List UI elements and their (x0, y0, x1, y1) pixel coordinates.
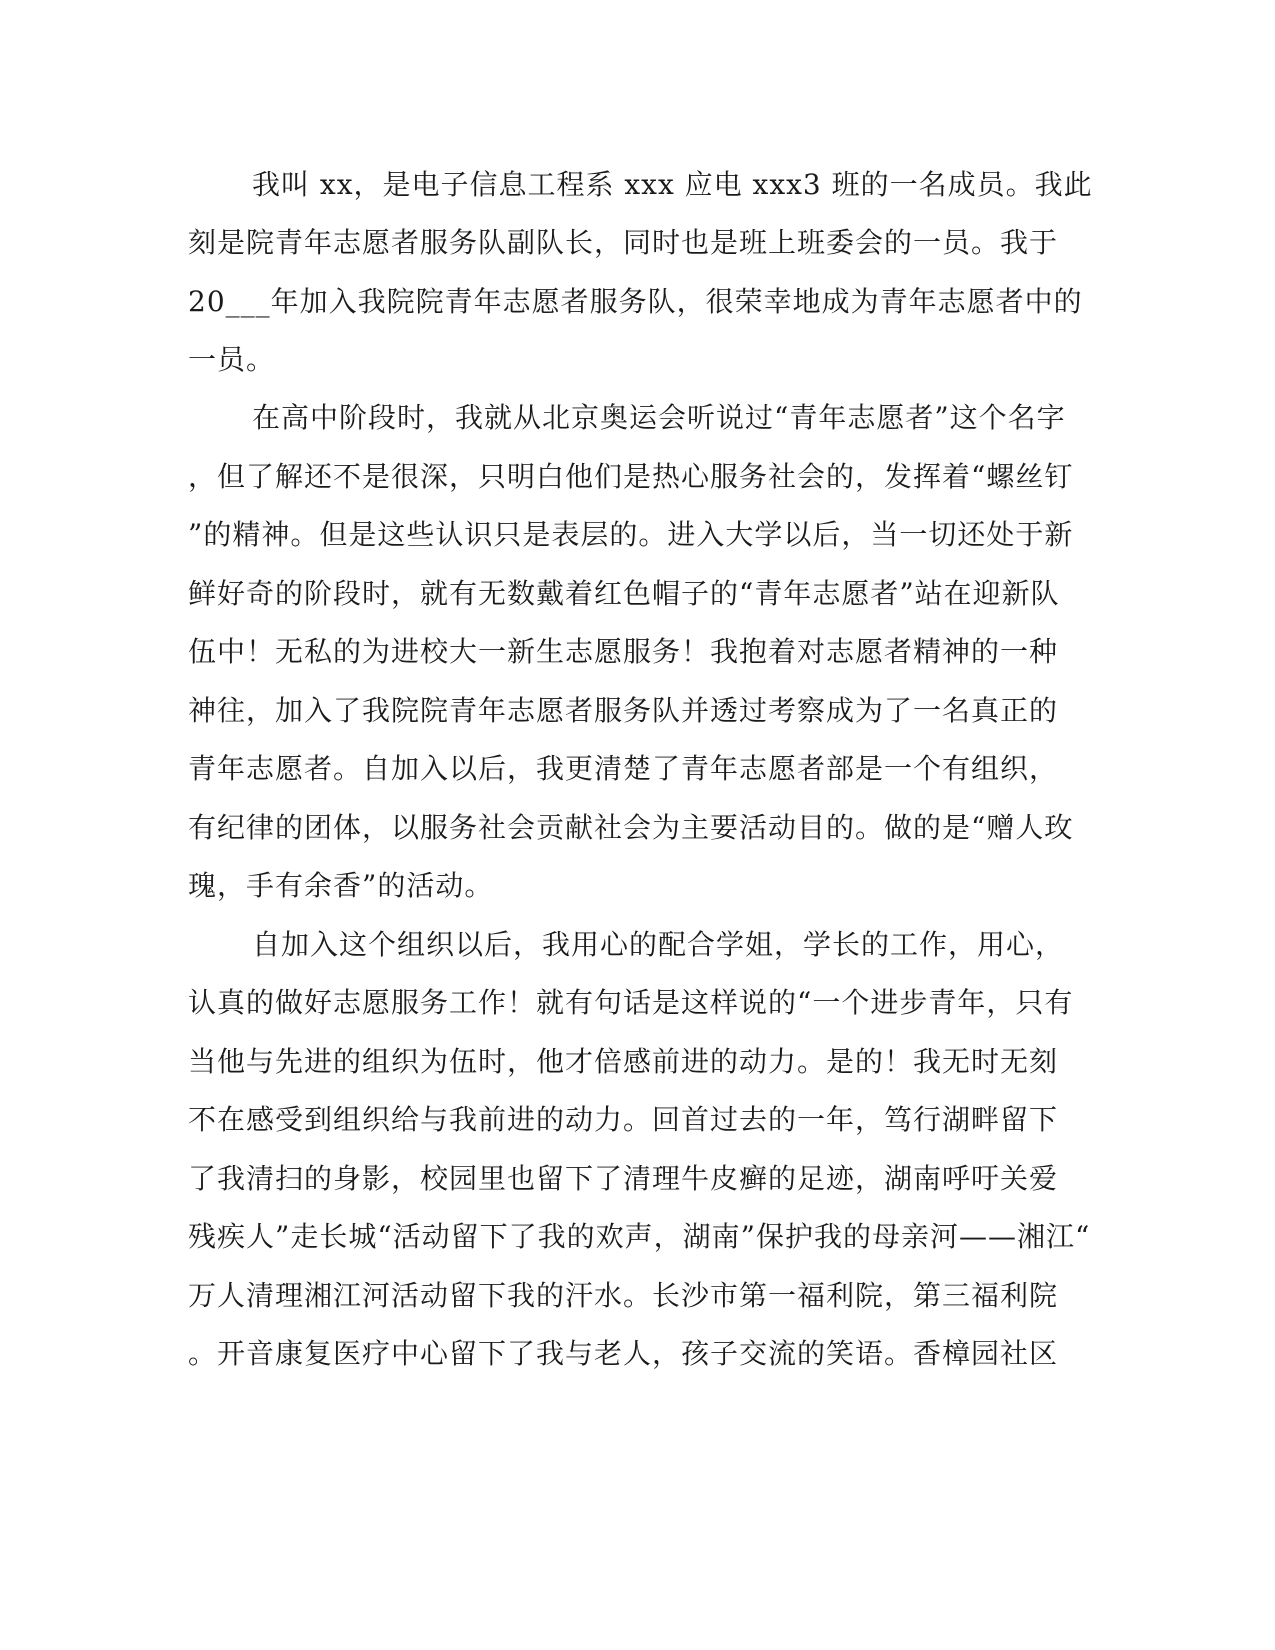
paragraph-2-line-1: 在高中阶段时，我就从北京奥运会听说过“青年志愿者”这个名字 (252, 401, 1066, 434)
paragraph-3-line-8: 。开音康复医疗中心留下了我与老人，孩子交流的笑语。香樟园社区 (188, 1337, 1059, 1370)
paragraph-3-line-4: 不在感受到组织给与我前进的动力。回首过去的一年，笃行湖畔留下 (188, 1103, 1059, 1136)
paragraph-2-line-4: 鲜好奇的阶段时，就有无数戴着红色帽子的“青年志愿者”站在迎新队 (188, 577, 1060, 610)
paragraph-1-line-2: 刻是院青年志愿者服务队副队长，同时也是班上班委会的一员。我于 (188, 226, 1059, 259)
paragraph-2-line-2: ，但了解还不是很深，只明白他们是热心服务社会的，发挥着“螺丝钉 (188, 460, 1074, 493)
paragraph-1-line-4: 一员。 (188, 343, 276, 376)
paragraph-3-line-7: 万人清理湘江河活动留下我的汗水。长沙市第一福利院，第三福利院 (188, 1279, 1059, 1312)
paragraph-3-line-1: 自加入这个组织以后，我用心的配合学姐，学长的工作，用心， (252, 928, 1065, 961)
paragraph-2-line-5: 伍中！无私的为进校大一新生志愿服务！我抱着对志愿者精神的一种 (188, 635, 1059, 668)
paragraph-1-line-1: 我叫 xx，是电子信息工程系 xxx 应电 xxx3 班的一名成员。我此 (252, 168, 1093, 201)
paragraph-1-line-3: 20___年加入我院院青年志愿者服务队，很荣幸地成为青年志愿者中的 (188, 285, 1083, 318)
paragraph-3-line-3: 当他与先进的组织为伍时，他才倍感前进的动力。是的！我无时无刻 (188, 1045, 1059, 1078)
paragraph-3-line-5: 了我清扫的身影，校园里也留下了清理牛皮癣的足迹，湖南呼吁关爱 (188, 1162, 1059, 1195)
paragraph-3-line-2: 认真的做好志愿服务工作！就有句话是这样说的“一个进步青年，只有 (188, 986, 1074, 1019)
paragraph-2-line-3: ”的精神。但是这些认识只是表层的。进入大学以后，当一切还处于新 (188, 518, 1074, 551)
paragraph-3-line-6: 残疾人”走长城“活动留下了我的欢声，湖南”保护我的母亲河——湘江“ (188, 1220, 1091, 1253)
paragraph-2-line-8: 有纪律的团体，以服务社会贡献社会为主要活动目的。做的是“赠人玫 (188, 811, 1074, 844)
paragraph-2-line-7: 青年志愿者。自加入以后，我更清楚了青年志愿者部是一个有组织， (188, 752, 1059, 785)
paragraph-2-line-6: 神往，加入了我院院青年志愿者服务队并透过考察成为了一名真正的 (188, 694, 1059, 727)
paragraph-2-line-9: 瑰，手有余香”的活动。 (188, 869, 494, 902)
